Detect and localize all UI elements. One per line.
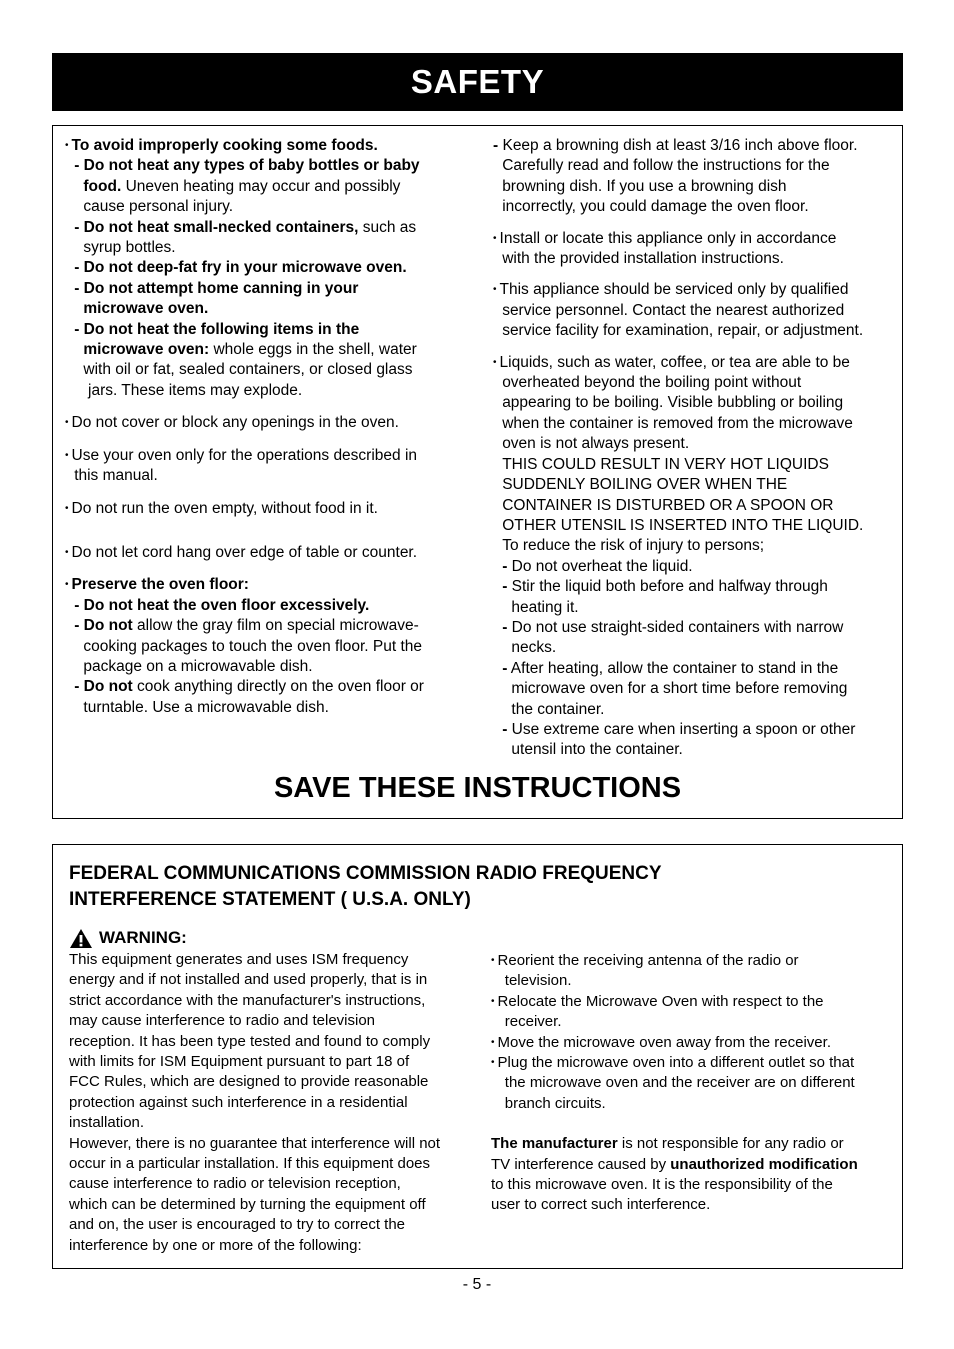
text-line: cooking packages to touch the oven floor. Put the bbox=[83, 637, 423, 655]
text-line: jars. These items may explode. bbox=[88, 381, 303, 399]
text-line: This equipment generates and uses ISM frequency bbox=[69, 951, 409, 968]
text-line: • Preserve the oven floor: bbox=[65, 576, 249, 594]
text-line: appearing to be boiling. Visible bubbling or boiling bbox=[502, 394, 844, 412]
warning-label: WARNING: bbox=[99, 928, 187, 947]
text-line: • Do not run the oven empty, without food in it. bbox=[65, 499, 378, 517]
text-line: TV interference caused by unauthorized modification bbox=[491, 1155, 858, 1173]
text-line: branch circuits. bbox=[504, 1094, 606, 1112]
text-line: However, there is no guarantee that interference will not bbox=[69, 1134, 441, 1152]
text-line: television. bbox=[504, 972, 572, 990]
paragraph-gap bbox=[65, 563, 475, 575]
fcc-title bbox=[69, 861, 662, 913]
safety-left-column bbox=[65, 136, 475, 718]
text-line: • Do not cover or block any openings in the oven. bbox=[65, 414, 399, 432]
text-line: - Do not deep-fat fry in your microwave oven. bbox=[74, 259, 407, 277]
text-line: overheated beyond the boiling point without bbox=[502, 374, 802, 392]
text-line: - Use extreme care when inserting a spoon or other bbox=[502, 720, 856, 738]
text-line: OTHER UTENSIL IS INSERTED INTO THE LIQUID. bbox=[502, 516, 864, 534]
text-line: may cause interference to radio and television bbox=[69, 1012, 376, 1030]
text-line: microwave oven for a short time before removing bbox=[511, 680, 848, 698]
text-line: service facility for examination, repair, or adjustment. bbox=[502, 322, 864, 340]
text-line: protection against such interference in a residential bbox=[69, 1093, 408, 1111]
text-line: heating it. bbox=[511, 598, 579, 616]
text-line: • This appliance should be serviced only by qualified bbox=[493, 281, 849, 299]
text-line: - Do not use straight-sided containers with narrow bbox=[502, 618, 844, 636]
fcc-box bbox=[52, 844, 903, 1269]
text-line: • Install or locate this appliance only in accordance bbox=[493, 229, 837, 247]
paragraph-gap bbox=[491, 1114, 896, 1134]
text-line: energy and if not installed and used properly, that is in bbox=[69, 971, 428, 989]
text-line: microwave oven. bbox=[83, 300, 209, 318]
text-line: To reduce the risk of injury to persons; bbox=[502, 537, 765, 555]
text-line: interference by one or more of the following: bbox=[69, 1236, 362, 1254]
text-line: - Do not attempt home canning in your bbox=[74, 279, 359, 297]
text-line: to this microwave oven. It is the responsibility of the bbox=[491, 1176, 833, 1194]
text-line: cause personal injury. bbox=[83, 198, 234, 216]
text-line: cause interference to radio or television reception, bbox=[69, 1175, 401, 1193]
text-line: The manufacturer is not responsible for any radio or bbox=[491, 1135, 844, 1153]
text-line: the container. bbox=[511, 700, 605, 718]
text-line: FCC Rules, which are designed to provide reasonable bbox=[69, 1073, 429, 1091]
paragraph-gap bbox=[65, 487, 475, 499]
text-line: with the provided installation instructions. bbox=[502, 250, 784, 268]
text-line: • Liquids, such as water, coffee, or tea are able to be bbox=[493, 353, 850, 371]
text-line: package on a microwavable dish. bbox=[83, 657, 313, 675]
paragraph-gap bbox=[65, 519, 475, 531]
text-line: occur in a particular installation. If this equipment does bbox=[69, 1155, 431, 1173]
text-line: with oil or fat, sealed containers, or closed glass bbox=[83, 361, 413, 379]
text-line: • Relocate the Microwave Oven with respect to the bbox=[491, 992, 824, 1010]
text-line: - Do not cook anything directly on the oven floor or bbox=[74, 678, 424, 696]
text-line: - Do not heat any types of baby bottles or baby bbox=[74, 157, 420, 175]
text-line: necks. bbox=[511, 639, 557, 657]
paragraph-gap bbox=[493, 269, 898, 280]
text-line: installation. bbox=[69, 1114, 145, 1132]
text-line: - Do not allow the gray film on special microwave- bbox=[74, 617, 419, 635]
text-line: and on, the user is encouraged to try to correct the bbox=[69, 1216, 406, 1234]
text-line: incorrectly, you could damage the oven floor. bbox=[502, 198, 809, 216]
text-line: • Do not let cord hang over edge of table or counter. bbox=[65, 543, 418, 561]
text-line: which can be determined by turning the equipment off bbox=[69, 1195, 426, 1213]
text-line: CONTAINER IS DISTURBED OR A SPOON OR bbox=[502, 496, 834, 514]
text-line: • To avoid improperly cooking some foods. bbox=[65, 137, 378, 154]
text-line: - Keep a browning dish at least 3/16 inch above floor. bbox=[493, 137, 858, 154]
paragraph-gap bbox=[493, 342, 898, 353]
text-line: THIS COULD RESULT IN VERY HOT LIQUIDS bbox=[502, 455, 829, 473]
text-line: food. Uneven heating may occur and possibly bbox=[83, 177, 401, 195]
text-line: user to correct such interference. bbox=[491, 1196, 711, 1214]
text-line: SUDDENLY BOILING OVER WHEN THE bbox=[502, 476, 788, 494]
text-line: reception. It has been type tested and found to comply bbox=[69, 1032, 431, 1050]
text-line: - Do not overheat the liquid. bbox=[502, 557, 693, 575]
paragraph-gap bbox=[65, 531, 475, 543]
text-line: - After heating, allow the container to stand in the bbox=[502, 659, 839, 677]
page-number: - 5 - bbox=[462, 1276, 492, 1293]
text-line: when the container is removed from the microwave bbox=[502, 414, 853, 432]
text-line: the microwave oven and the receiver are on different bbox=[504, 1074, 855, 1092]
text-line: • Use your oven only for the operations described in bbox=[65, 446, 418, 464]
text-line: utensil into the container. bbox=[511, 741, 683, 759]
text-line: syrup bottles. bbox=[83, 239, 176, 257]
fcc-title-line1: FEDERAL COMMUNICATIONS COMMISSION RADIO FREQUENCY bbox=[69, 863, 662, 884]
text-line: - Do not heat small-necked containers, such as bbox=[74, 218, 417, 236]
text-line: oven is not always present. bbox=[502, 435, 690, 453]
text-line: with limits for ISM Equipment pursuant to part 18 of bbox=[69, 1053, 410, 1071]
safety-right-column bbox=[493, 136, 898, 761]
fcc-right-column bbox=[491, 951, 896, 1216]
text-line: this manual. bbox=[74, 467, 158, 485]
fcc-title-line2: INTERFERENCE STATEMENT ( U.S.A. ONLY) bbox=[69, 889, 471, 910]
fcc-left-column bbox=[69, 950, 479, 1256]
paragraph-gap bbox=[493, 218, 898, 229]
safety-box bbox=[52, 125, 903, 819]
paragraph-gap bbox=[65, 434, 475, 446]
text-line: Carefully read and follow the instructions for the bbox=[502, 157, 830, 175]
text-line: - Do not heat the following items in the bbox=[74, 320, 360, 338]
warning-triangle-icon bbox=[69, 928, 93, 949]
text-line: strict accordance with the manufacturer's instructions, bbox=[69, 991, 426, 1009]
text-line: - Do not heat the oven floor excessively. bbox=[74, 596, 370, 614]
text-line: microwave oven: whole eggs in the shell, water bbox=[83, 341, 417, 359]
text-line: browning dish. If you use a browning dish bbox=[502, 177, 787, 195]
section-header-safety: SAFETY bbox=[52, 53, 903, 111]
text-line: - Stir the liquid both before and halfway through bbox=[502, 578, 828, 596]
text-line: • Move the microwave oven away from the receiver. bbox=[491, 1033, 831, 1051]
text-line: receiver. bbox=[504, 1013, 562, 1031]
text-line: turntable. Use a microwavable dish. bbox=[83, 698, 329, 716]
paragraph-gap bbox=[65, 401, 475, 413]
save-instructions-title: SAVE THESE INSTRUCTIONS bbox=[273, 772, 682, 804]
text-line: • Plug the microwave oven into a different outlet so that bbox=[491, 1054, 855, 1072]
text-line: service personnel. Contact the nearest authorized bbox=[502, 301, 845, 319]
text-line: • Reorient the receiving antenna of the radio or bbox=[491, 952, 799, 969]
warning-heading bbox=[69, 927, 187, 949]
